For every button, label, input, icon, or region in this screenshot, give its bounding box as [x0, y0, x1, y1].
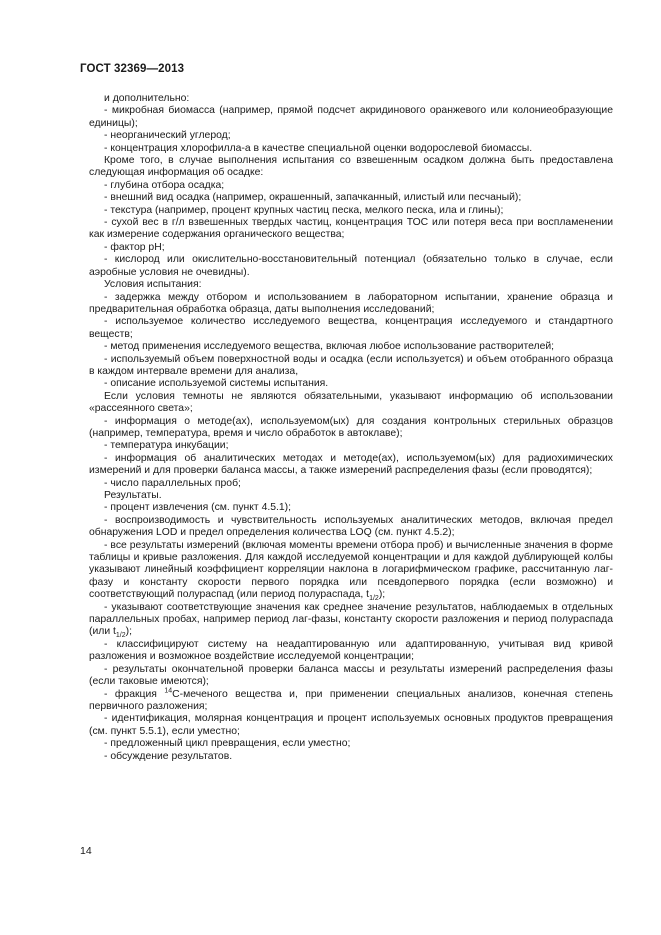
list-item: - внешний вид осадка (например, окрашенный, запачканный, илистый или песчаный); — [104, 192, 522, 204]
list-item: - обсуждение результатов. — [104, 750, 233, 762]
list-item: - фактор pH; — [104, 241, 165, 253]
page-number: 14 — [80, 845, 92, 857]
list-item-text: - указывают соответствующие значения как среднее значение результатов, наблюдаемых в отдельных параллельных пробах, например период лаг-фазы, константу скорости разложения и период полураспада (или t — [89, 601, 613, 638]
list-item-tail: С-меченого вещества и, при применении специальных анализов, конечная степень первичного разложения; — [89, 688, 613, 712]
isotope-superscript: 14 — [164, 687, 173, 695]
list-item: - процент извлечения (см. пункт 4.5.1); — [104, 502, 292, 514]
list-item: - микробная биомасса (например, прямой подсчет акридинового оранжевого или колониеобразующие единицы); — [89, 105, 613, 129]
list-item: - метод применения исследуемого вещества, включая любое использование растворителей; — [104, 341, 555, 353]
list-item-text: - фракция — [104, 688, 165, 700]
list-item: - глубина отбора осадка; — [104, 179, 225, 191]
paragraph: и дополнительно: — [104, 93, 190, 104]
list-item: - задержка между отбором и использованием в лабораторном испытании, хранение образца и предварительная обработка образца, даты выполнения исследований; — [89, 291, 613, 315]
list-item: - используемый объем поверхностной воды и осадка (если используется) и объем отобранного образца в каждом интервале времени для анализа, — [89, 353, 613, 377]
half-life-subscript: 1/2 — [369, 595, 379, 603]
section-label: Результаты. — [104, 490, 162, 501]
list-item: - идентификация, молярная концентрация и процент используемых основных продуктов превращения (см. пункт 5.5.1), если уместно; — [89, 713, 613, 737]
list-item-tail: ); — [378, 589, 386, 601]
list-item: - сухой вес в г/л взвешенных твердых частиц, концентрация ТОС или потеря веса при воспламенении как измерение содержания органического вещества; — [89, 217, 613, 241]
section-label: Условия испытания: — [104, 279, 202, 291]
list-item: - воспроизводимость и чувствительность используемых аналитических методов, включая предел обнаружения LOD и предел определения количества LOQ (см. пункт 4.5.2); — [89, 514, 613, 539]
list-item: - кислород или окислительно-восстановительный потенциал (обязательно только в случае, если аэробные условия не очевидны). — [89, 254, 613, 278]
list-item: - концентрация хлорофилла-а в качестве специальной оценки водорослевой биомассы. — [104, 142, 533, 154]
paragraph: Кроме того, в случае выполнения испытания со взвешенным осадком должна быть предоставлена следующая информация об осадке: — [89, 155, 613, 179]
list-item: - результаты окончательной проверки баланса массы и результаты измерений распределения фазы (если таковые имеются); — [89, 663, 613, 688]
list-item: - температура инкубации; — [104, 440, 229, 452]
list-item: - число параллельных проб; — [104, 477, 241, 489]
list-item: - классифицируют систему на неадаптированную или адаптированную, учитывая вид кривой разложения и возможное воздействие исследуемой концентрации; — [89, 638, 613, 663]
list-item-tail: ); — [125, 626, 132, 638]
list-item: - предложенный цикл превращения, если уместно; — [104, 738, 351, 750]
half-life-subscript: 1/2 — [115, 632, 126, 640]
list-item — [89, 689, 613, 714]
list-item: - неорганический углерод; — [104, 130, 231, 142]
list-item-text: - все результаты измерений (включая моменты времени отбора проб) и вычисленные значения в форме таблицы и кривые разложения. Для каждой исследуемой концентрации и для каждой дублирующей колбы указывают линейный коэффициент корреляции наклона в логарифмическом графике, рассчитанную лаг-фазу и константу скорости первого порядка или псевдопервого порядка (если возможно) и соответствующий полураспад (или период полураспада, t — [89, 539, 613, 601]
list-item: - описание используемой системы испытания. — [104, 378, 329, 390]
paragraph: Если условия темноты не являются обязательными, указывают информацию об использовании «рассеянного света»; — [89, 390, 613, 415]
document-header: ГОСТ 32369—2013 — [80, 63, 185, 75]
list-item — [89, 540, 613, 602]
document-body — [89, 93, 613, 763]
list-item: - используемое количество исследуемого вещества, концентрация исследуемого и стандартного веществ; — [89, 316, 613, 340]
list-item: - текстура (например, процент крупных частиц песка, мелкого песка, ила и глины); — [104, 204, 504, 216]
list-item: - информация о методе(ах), используемом(ых) для создания контрольных стерильных образцов (например, температура, время и число обработок в автоклаве); — [89, 415, 613, 439]
list-item — [89, 602, 613, 639]
list-item: - информация об аналитических методах и методе(ах), используемом(ых) для радиохимических измерений и для проверки баланса массы, а также измерений распределения фазы (если проводятся); — [89, 452, 613, 477]
